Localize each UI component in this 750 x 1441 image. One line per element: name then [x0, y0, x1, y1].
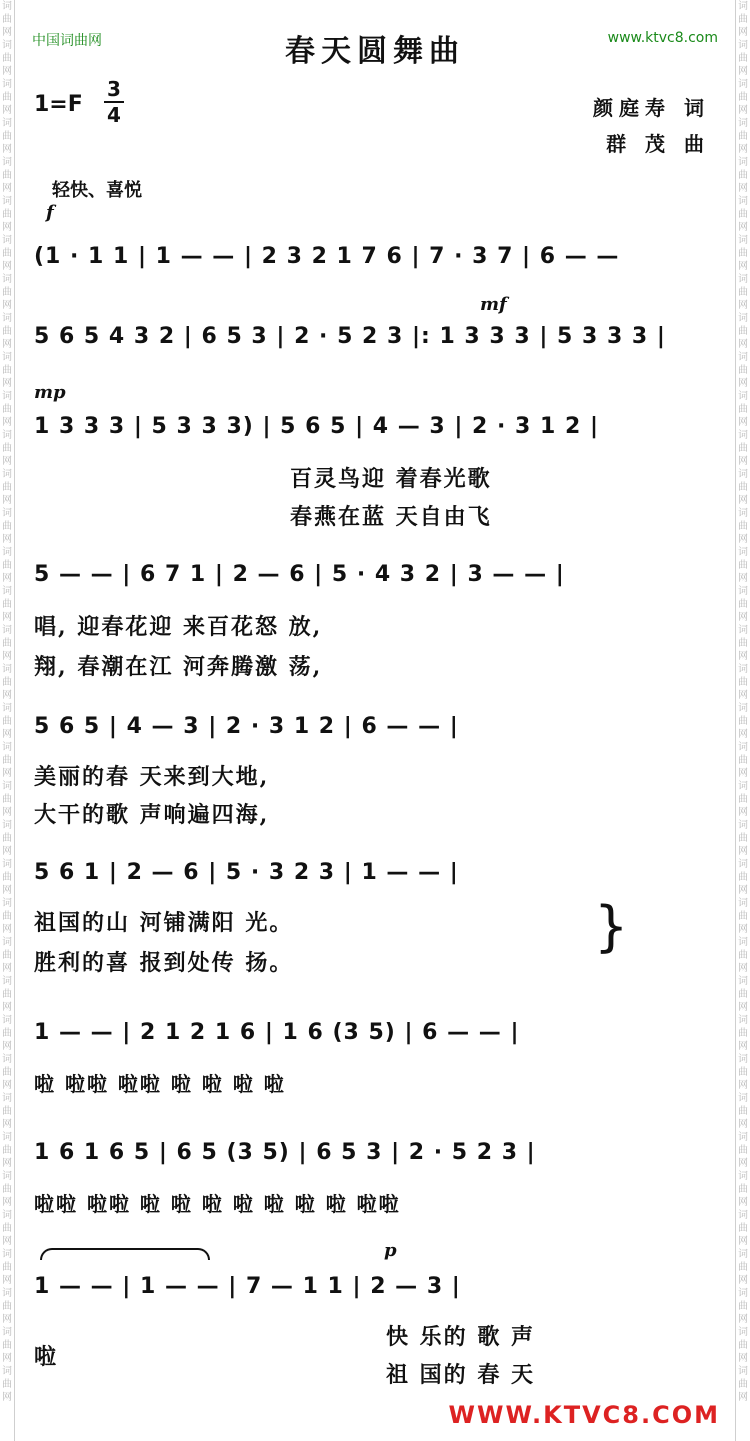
side-watermark-char: 词 — [2, 469, 12, 480]
side-watermark-char: 词 — [2, 664, 12, 675]
side-watermark-char: 网 — [738, 417, 748, 428]
side-watermark-char: 网 — [2, 105, 12, 116]
tempo-marking: 轻快、喜悦 — [52, 180, 142, 201]
side-watermark-char: 词 — [738, 1288, 748, 1299]
ktvc8-watermark: WWW.KTVC8.COM — [448, 1401, 720, 1429]
side-watermark-char: 曲 — [738, 92, 748, 103]
side-watermark-char: 曲 — [2, 365, 12, 376]
time-denominator: 4 — [107, 103, 121, 127]
side-watermark-char: 网 — [2, 183, 12, 194]
side-watermark-char: 词 — [2, 235, 12, 246]
composer-credit: 群 茂 曲 — [606, 132, 710, 156]
side-watermark-char: 网 — [738, 1002, 748, 1013]
side-watermark-char: 网 — [2, 378, 12, 389]
side-watermark-char: 网 — [2, 924, 12, 935]
side-watermark-char: 词 — [738, 820, 748, 831]
side-watermark-char: 网 — [738, 1041, 748, 1052]
lyricist-credit: 颜庭寿 词 — [593, 96, 710, 120]
side-watermark-char: 曲 — [738, 14, 748, 25]
side-watermark-char: 网 — [2, 768, 12, 779]
side-watermark-char: 网 — [2, 222, 12, 233]
side-watermark-char: 词 — [2, 586, 12, 597]
side-watermark-char: 词 — [2, 157, 12, 168]
lyrics-row-5-verse-1: 美丽的春 天来到大地, — [34, 764, 270, 790]
side-watermark-char: 曲 — [738, 248, 748, 259]
side-watermark-char: 曲 — [2, 677, 12, 688]
side-watermark-char: 网 — [738, 963, 748, 974]
side-watermark-char: 曲 — [2, 1067, 12, 1078]
side-watermark-char: 词 — [738, 1, 748, 12]
side-watermark-char: 词 — [2, 352, 12, 363]
side-watermark-char: 词 — [738, 469, 748, 480]
side-watermark-char: 网 — [738, 27, 748, 38]
side-watermark-char: 曲 — [2, 755, 12, 766]
side-watermark-char: 词 — [738, 703, 748, 714]
side-watermark-char: 网 — [2, 261, 12, 272]
lyrics-row-4-verse-2: 翔, 春潮在江 河奔腾激 荡, — [34, 654, 323, 680]
side-watermark-char: 曲 — [738, 53, 748, 64]
side-watermark-char: 网 — [738, 300, 748, 311]
side-watermark-char: 网 — [2, 573, 12, 584]
side-watermark-char: 网 — [2, 807, 12, 818]
side-watermark-char: 网 — [2, 612, 12, 623]
side-watermark-char: 网 — [738, 729, 748, 740]
side-watermark-char: 曲 — [2, 482, 12, 493]
side-watermark-char: 曲 — [738, 1106, 748, 1117]
side-watermark-char: 网 — [738, 495, 748, 506]
side-watermark-char: 曲 — [2, 131, 12, 142]
side-watermark-char: 网 — [738, 807, 748, 818]
side-watermark-char: 网 — [2, 651, 12, 662]
side-watermark-char: 词 — [2, 1249, 12, 1260]
side-watermark-char: 词 — [2, 547, 12, 558]
side-watermark-char: 曲 — [738, 209, 748, 220]
side-watermark-char: 网 — [738, 1275, 748, 1286]
side-watermark-char: 网 — [738, 1119, 748, 1130]
lyrics-row-3-verse-1: 百灵鸟迎 着春光歌 — [290, 466, 492, 492]
side-watermark-char: 网 — [738, 456, 748, 467]
side-watermark-char: 词 — [2, 1327, 12, 1338]
side-watermark-char: 网 — [738, 1392, 748, 1403]
side-watermark-char: 网 — [2, 1080, 12, 1091]
side-watermark-char: 网 — [738, 105, 748, 116]
side-watermark-char: 词 — [738, 1327, 748, 1338]
side-watermark-char: 曲 — [2, 560, 12, 571]
verse-brace: } — [594, 895, 629, 958]
side-watermark-char: 曲 — [738, 638, 748, 649]
side-watermark-char: 网 — [2, 339, 12, 350]
dynamic-mf: mf — [480, 294, 507, 315]
side-watermark-char: 曲 — [738, 131, 748, 142]
side-watermark-char: 网 — [2, 456, 12, 467]
side-watermark-char: 曲 — [738, 1301, 748, 1312]
side-watermark-char: 曲 — [738, 404, 748, 415]
side-watermark-char: 曲 — [738, 560, 748, 571]
lyrics-row-3-verse-2: 春燕在蓝 天自由飞 — [290, 504, 492, 530]
side-watermark-char: 词 — [738, 976, 748, 987]
side-watermark-char: 网 — [738, 144, 748, 155]
side-watermark-char: 词 — [2, 976, 12, 987]
side-watermark-char: 曲 — [2, 911, 12, 922]
song-title: 春天圆舞曲 — [285, 34, 465, 69]
side-watermark-char: 曲 — [738, 1028, 748, 1039]
side-watermark-char: 网 — [2, 963, 12, 974]
side-watermark-char: 词 — [738, 781, 748, 792]
side-watermark-char: 词 — [2, 391, 12, 402]
notation-row-1: (1 · 1 1 | 1 — — | 2 3 2 1 7 6 | 7 · 3 7 | 6 — — — [34, 244, 620, 269]
tie-slur — [40, 1248, 210, 1260]
side-watermark-char: 曲 — [738, 1067, 748, 1078]
side-watermark-char: 网 — [2, 144, 12, 155]
lyrics-row-9-verse-2: 祖 国的 春 天 — [386, 1362, 535, 1388]
side-watermark-char: 词 — [2, 781, 12, 792]
side-watermark-char: 网 — [738, 66, 748, 77]
side-watermark-char: 网 — [738, 261, 748, 272]
side-watermark-char: 网 — [2, 1275, 12, 1286]
side-watermark-char: 词 — [2, 274, 12, 285]
dynamic-f: f — [46, 202, 54, 223]
side-watermark-char: 网 — [738, 573, 748, 584]
side-watermark-char: 网 — [2, 1119, 12, 1130]
side-watermark-char: 词 — [738, 79, 748, 90]
side-watermark-char: 曲 — [2, 326, 12, 337]
side-watermark-char: 词 — [2, 625, 12, 636]
dynamic-mp: mp — [34, 382, 66, 403]
side-watermark-char: 曲 — [738, 716, 748, 727]
side-watermark-char: 词 — [738, 1366, 748, 1377]
side-watermark-char: 曲 — [738, 677, 748, 688]
side-watermark-char: 词 — [738, 430, 748, 441]
side-watermark-char: 网 — [2, 300, 12, 311]
side-watermark-char: 曲 — [738, 521, 748, 532]
side-watermark-char: 词 — [738, 1132, 748, 1143]
left-side-watermark — [0, 0, 15, 1441]
time-numerator: 3 — [107, 77, 121, 101]
side-watermark-char: 曲 — [738, 1379, 748, 1390]
dynamic-p: p — [384, 1240, 397, 1261]
notation-row-4: 5 — — | 6 7 1 | 2 — 6 | 5 · 4 3 2 | 3 — — | — [34, 562, 565, 587]
side-watermark-char: 词 — [738, 859, 748, 870]
side-watermark-char: 词 — [2, 430, 12, 441]
side-watermark-char: 曲 — [738, 1223, 748, 1234]
side-watermark-char: 网 — [2, 690, 12, 701]
side-watermark-char: 网 — [738, 183, 748, 194]
side-watermark-char: 曲 — [738, 1184, 748, 1195]
side-watermark-char: 词 — [2, 1171, 12, 1182]
side-watermark-char: 网 — [2, 846, 12, 857]
notation-row-3: 1 3 3 3 | 5 3 3 3) | 5 6 5 | 4 — 3 | 2 · 3 1 2 | — [34, 414, 599, 439]
side-watermark-char: 曲 — [2, 53, 12, 64]
side-watermark-char: 网 — [738, 846, 748, 857]
side-watermark-char: 词 — [738, 1093, 748, 1104]
side-watermark-char: 曲 — [2, 989, 12, 1000]
side-watermark-char: 曲 — [738, 443, 748, 454]
side-watermark-char: 词 — [2, 1288, 12, 1299]
side-watermark-char: 曲 — [2, 287, 12, 298]
side-watermark-char: 词 — [738, 1171, 748, 1182]
side-watermark-char: 曲 — [2, 794, 12, 805]
side-watermark-char: 曲 — [2, 1262, 12, 1273]
side-watermark-char: 词 — [738, 1249, 748, 1260]
side-watermark-char: 曲 — [2, 404, 12, 415]
side-watermark-char: 词 — [738, 625, 748, 636]
side-watermark-char: 词 — [738, 391, 748, 402]
side-watermark-char: 网 — [738, 378, 748, 389]
side-watermark-char: 词 — [738, 547, 748, 558]
side-watermark-char: 曲 — [738, 170, 748, 181]
side-watermark-char: 词 — [738, 508, 748, 519]
side-watermark-char: 词 — [2, 1210, 12, 1221]
side-watermark-char: 词 — [738, 1054, 748, 1065]
key-signature: 1=F — [34, 92, 83, 117]
notation-row-7: 1 — — | 2 1 2 1 6 | 1 6 (3 5) | 6 — — | — [34, 1020, 520, 1045]
side-watermark-char: 词 — [738, 1210, 748, 1221]
notation-row-2: 5 6 5 4 3 2 | 6 5 3 | 2 · 5 2 3 |: 1 3 3 3 | 5 3 3 3 | — [34, 324, 666, 349]
side-watermark-char: 曲 — [2, 638, 12, 649]
side-watermark-char: 网 — [738, 1080, 748, 1091]
lyrics-row-5-verse-2: 大干的歌 声响遍四海, — [34, 802, 270, 828]
side-watermark-char: 词 — [2, 1015, 12, 1026]
side-watermark-char: 网 — [2, 417, 12, 428]
side-watermark-char: 曲 — [738, 326, 748, 337]
side-watermark-char: 网 — [2, 885, 12, 896]
side-watermark-char: 网 — [738, 534, 748, 545]
side-watermark-char: 词 — [2, 1054, 12, 1065]
lyrics-row-7: 啦 啦啦 啦啦 啦 啦 啦 啦 — [34, 1072, 286, 1096]
side-watermark-char: 网 — [2, 495, 12, 506]
side-watermark-char: 曲 — [738, 1145, 748, 1156]
side-watermark-char: 网 — [738, 612, 748, 623]
side-watermark-char: 网 — [738, 1158, 748, 1169]
side-watermark-char: 词 — [738, 118, 748, 129]
side-watermark-char: 网 — [2, 1236, 12, 1247]
side-watermark-char: 曲 — [2, 716, 12, 727]
side-watermark-char: 网 — [738, 1314, 748, 1325]
lyrics-row-9-verse-1: 快 乐的 歌 声 — [386, 1324, 535, 1350]
side-watermark-char: 词 — [2, 313, 12, 324]
side-watermark-char: 网 — [2, 1314, 12, 1325]
side-watermark-char: 词 — [2, 820, 12, 831]
side-watermark-char: 网 — [738, 222, 748, 233]
side-watermark-char: 曲 — [2, 1301, 12, 1312]
side-watermark-char: 曲 — [2, 1223, 12, 1234]
lyrics-row-4-verse-1: 唱, 迎春花迎 来百花怒 放, — [34, 614, 323, 640]
site-url-right: www.ktvc8.com — [607, 30, 718, 46]
side-watermark-char: 曲 — [2, 92, 12, 103]
side-watermark-char: 词 — [738, 274, 748, 285]
side-watermark-char: 网 — [2, 1392, 12, 1403]
side-watermark-char: 词 — [2, 1, 12, 12]
side-watermark-char: 曲 — [738, 287, 748, 298]
side-watermark-char: 词 — [2, 196, 12, 207]
side-watermark-char: 曲 — [2, 872, 12, 883]
side-watermark-char: 词 — [2, 1093, 12, 1104]
side-watermark-char: 曲 — [2, 599, 12, 610]
side-watermark-char: 网 — [738, 1236, 748, 1247]
side-watermark-char: 曲 — [738, 989, 748, 1000]
side-watermark-char: 曲 — [2, 833, 12, 844]
side-watermark-char: 曲 — [2, 14, 12, 25]
side-watermark-char: 曲 — [738, 755, 748, 766]
side-watermark-char: 曲 — [2, 521, 12, 532]
side-watermark-char: 词 — [738, 235, 748, 246]
side-watermark-char: 词 — [2, 703, 12, 714]
side-watermark-char: 网 — [2, 1353, 12, 1364]
side-watermark-char: 曲 — [738, 794, 748, 805]
side-watermark-char: 网 — [738, 339, 748, 350]
notation-row-8: 1 6 1 6 5 | 6 5 (3 5) | 6 5 3 | 2 · 5 2 3 | — [34, 1140, 536, 1165]
side-watermark-char: 曲 — [738, 599, 748, 610]
side-watermark-char: 词 — [2, 40, 12, 51]
side-watermark-char: 网 — [738, 924, 748, 935]
side-watermark-char: 词 — [738, 937, 748, 948]
side-watermark-char: 曲 — [2, 170, 12, 181]
side-watermark-char: 词 — [2, 898, 12, 909]
side-watermark-char: 词 — [738, 313, 748, 324]
side-watermark-char: 曲 — [738, 365, 748, 376]
side-watermark-char: 曲 — [2, 950, 12, 961]
side-watermark-char: 网 — [2, 1158, 12, 1169]
side-watermark-char: 词 — [738, 352, 748, 363]
lyrics-row-6-verse-1: 祖国的山 河铺满阳 光。 — [34, 910, 294, 936]
side-watermark-char: 曲 — [738, 833, 748, 844]
side-watermark-char: 曲 — [2, 248, 12, 259]
right-side-watermark — [735, 0, 750, 1441]
notation-row-6: 5 6 1 | 2 — 6 | 5 · 3 2 3 | 1 — — | — [34, 860, 459, 885]
side-watermark-char: 网 — [738, 651, 748, 662]
side-watermark-char: 网 — [2, 66, 12, 77]
time-signature — [104, 78, 124, 126]
side-watermark-char: 词 — [738, 40, 748, 51]
side-watermark-char: 曲 — [738, 872, 748, 883]
side-watermark-char: 网 — [2, 27, 12, 38]
side-watermark-char: 曲 — [738, 482, 748, 493]
side-watermark-char: 曲 — [2, 1028, 12, 1039]
lyrics-row-8: 啦啦 啦啦 啦 啦 啦 啦 啦 啦 啦 啦啦 — [34, 1192, 401, 1216]
side-watermark-char: 曲 — [2, 1379, 12, 1390]
lyrics-row-9: 啦 — [34, 1344, 59, 1370]
side-watermark-char: 词 — [2, 508, 12, 519]
side-watermark-char: 词 — [2, 937, 12, 948]
lyrics-row-6-verse-2: 胜利的喜 报到处传 扬。 — [34, 950, 294, 976]
side-watermark-char: 曲 — [738, 1340, 748, 1351]
side-watermark-char: 曲 — [738, 911, 748, 922]
side-watermark-char: 词 — [738, 196, 748, 207]
side-watermark-char: 词 — [738, 898, 748, 909]
side-watermark-char: 词 — [738, 664, 748, 675]
side-watermark-char: 词 — [2, 859, 12, 870]
side-watermark-char: 曲 — [2, 1340, 12, 1351]
side-watermark-char: 网 — [2, 1041, 12, 1052]
side-watermark-char: 网 — [2, 1197, 12, 1208]
side-watermark-char: 词 — [2, 1366, 12, 1377]
side-watermark-char: 词 — [2, 79, 12, 90]
side-watermark-char: 词 — [738, 586, 748, 597]
site-name-left: 中国词曲网 — [32, 33, 102, 49]
side-watermark-char: 词 — [2, 1132, 12, 1143]
side-watermark-char: 曲 — [2, 1106, 12, 1117]
side-watermark-char: 网 — [2, 1002, 12, 1013]
side-watermark-char: 网 — [738, 690, 748, 701]
side-watermark-char: 曲 — [738, 1262, 748, 1273]
side-watermark-char: 网 — [738, 1353, 748, 1364]
side-watermark-char: 词 — [738, 157, 748, 168]
side-watermark-char: 词 — [738, 1015, 748, 1026]
side-watermark-char: 词 — [2, 118, 12, 129]
side-watermark-char: 网 — [738, 1197, 748, 1208]
side-watermark-char: 网 — [2, 534, 12, 545]
side-watermark-char: 网 — [2, 729, 12, 740]
notation-row-9: 1 — — | 1 — — | 7 — 1 1 | 2 — 3 | — [34, 1274, 461, 1299]
side-watermark-char: 网 — [738, 768, 748, 779]
side-watermark-char: 曲 — [2, 443, 12, 454]
side-watermark-char: 曲 — [2, 1184, 12, 1195]
side-watermark-char: 词 — [738, 742, 748, 753]
notation-row-5: 5 6 5 | 4 — 3 | 2 · 3 1 2 | 6 — — | — [34, 714, 459, 739]
side-watermark-char: 曲 — [738, 950, 748, 961]
side-watermark-char: 词 — [2, 742, 12, 753]
side-watermark-char: 曲 — [2, 1145, 12, 1156]
side-watermark-char: 曲 — [2, 209, 12, 220]
side-watermark-char: 网 — [738, 885, 748, 896]
